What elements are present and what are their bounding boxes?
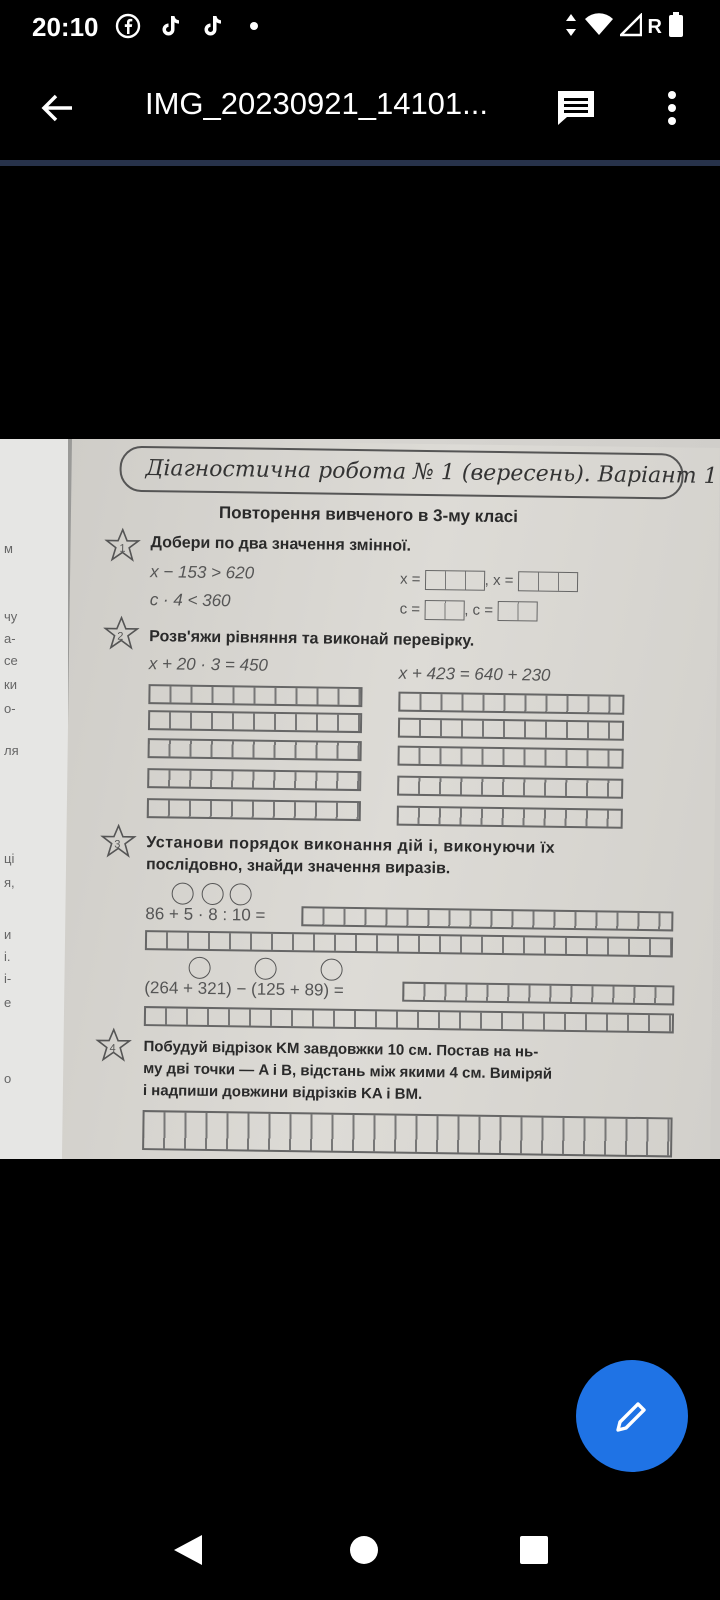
- task-2-equation-2: x + 423 = 640 + 230: [398, 663, 551, 685]
- left-fragment: и: [4, 927, 12, 942]
- worksheet-heading: Повторення вивченого в 3-му класі: [218, 503, 519, 527]
- edit-button[interactable]: [576, 1360, 688, 1472]
- order-circle: [188, 957, 210, 979]
- svg-text:2: 2: [117, 630, 124, 643]
- comment-icon: [555, 88, 597, 128]
- answer-grid-row: [301, 906, 673, 931]
- status-time: 20:10: [32, 12, 99, 42]
- task-4-text-line-3: і надпиши довжини відрізків KA і BM.: [142, 1082, 423, 1103]
- left-fragment: ці: [4, 851, 15, 866]
- left-fragment: і-: [4, 971, 12, 986]
- svg-text:4: 4: [109, 1042, 116, 1055]
- answer-grid-row: [397, 746, 623, 769]
- signal-icon: [620, 13, 642, 42]
- answer-grid-row: [402, 982, 674, 1006]
- answer-grid-row: [145, 930, 673, 957]
- dot-icon: [240, 12, 268, 40]
- image-title: IMG_20230921_14101...: [145, 86, 488, 121]
- wifi-icon: [584, 13, 614, 42]
- left-fragment: і.: [4, 949, 11, 964]
- order-circle: [254, 958, 276, 980]
- left-fragment: ля: [4, 743, 19, 758]
- answer-box: [424, 600, 464, 621]
- more-options-button[interactable]: [644, 80, 700, 136]
- left-fragment: о-: [4, 701, 16, 716]
- star-icon: [103, 615, 139, 651]
- facebook-icon: [114, 12, 142, 40]
- answer-grid-row: [398, 718, 624, 741]
- task-3-expr-2: (264 + 321) − (125 + 89) =: [144, 978, 344, 1000]
- answer-box: [497, 601, 537, 622]
- answer-grid-row: [148, 738, 362, 761]
- answer-grid-row: [147, 768, 361, 791]
- answer-label: c =: [399, 600, 421, 618]
- roaming-indicator: R: [647, 16, 662, 38]
- star-icon: [104, 527, 140, 563]
- status-bar: [0, 0, 720, 56]
- order-circle: [320, 959, 342, 981]
- answer-grid-row: [148, 710, 362, 733]
- tiktok-icon: [198, 12, 226, 40]
- answer-grid-row: [397, 806, 623, 829]
- nav-home-button[interactable]: [344, 1530, 384, 1570]
- circle-home-icon: [349, 1535, 379, 1565]
- task-1-answers-row-2: c = , c =: [400, 600, 538, 622]
- order-circle: [172, 882, 194, 904]
- arrow-left-icon: [40, 90, 76, 126]
- navigation-bar: [0, 1500, 720, 1600]
- task-3-text-line-2: послідовно, знайди значення виразів.: [145, 856, 451, 878]
- answer-grid-row: [144, 1006, 674, 1033]
- answer-grid-area: [142, 1110, 673, 1157]
- system-icons: [564, 12, 684, 43]
- answer-label: x =: [399, 570, 421, 588]
- pencil-icon: [612, 1396, 652, 1436]
- task-1-expr-1: x − 153 > 620: [150, 562, 255, 583]
- battery-icon: [668, 12, 684, 43]
- photo-viewer[interactable]: [0, 439, 720, 1159]
- answer-box: [517, 571, 577, 592]
- banner-text: Діагностична робота № 1 (вересень). Варіант 1: [145, 456, 718, 490]
- textbook-page: [62, 439, 720, 1159]
- left-fragment: о: [4, 1071, 12, 1086]
- answer-grid-row: [147, 798, 361, 821]
- answer-grid-row: [398, 692, 624, 715]
- left-fragment: а-: [4, 631, 16, 646]
- nav-recents-button[interactable]: [514, 1530, 554, 1570]
- nav-back-button[interactable]: [168, 1530, 208, 1570]
- answer-grid-row: [148, 684, 362, 707]
- square-recents-icon: [519, 1535, 549, 1565]
- answer-grid-row: [397, 776, 623, 799]
- star-icon: [95, 1027, 131, 1063]
- answer-box: [425, 570, 485, 591]
- task-1-text: Добери по два значення змінної.: [150, 534, 412, 555]
- task-3-text-line-1: Установи порядок виконання дій і, виконуючи їх: [146, 834, 556, 857]
- task-1-answers-row-1: x = , x =: [400, 570, 578, 592]
- worksheet-banner: [119, 446, 718, 500]
- tiktok-icon: [156, 12, 184, 40]
- left-fragment: ки: [4, 677, 17, 692]
- star-icon: [100, 823, 136, 859]
- task-4-text-line-2: му дві точки — A і B, відстань між якими 4 см. Виміряй: [143, 1060, 553, 1083]
- comments-button[interactable]: [548, 80, 604, 136]
- task-1-expr-2: c · 4 < 360: [149, 590, 231, 611]
- left-fragment: е: [4, 995, 12, 1010]
- notification-icons: [114, 12, 268, 40]
- back-button[interactable]: [30, 80, 86, 136]
- app-bar: [0, 56, 720, 160]
- left-page-edge: [0, 439, 72, 1159]
- answer-label: c =: [472, 601, 494, 619]
- answer-label: x =: [492, 571, 514, 590]
- task-2-equation-1: x + 20 · 3 = 450: [148, 654, 269, 675]
- order-circle: [202, 883, 224, 905]
- task-3-expr-1: 86 + 5 · 8 : 10 =: [145, 904, 266, 925]
- svg-text:3: 3: [114, 838, 121, 851]
- task-4-text-line-1: Побудуй відрізок KM завдовжки 10 см. Постав на нь-: [143, 1038, 539, 1061]
- left-fragment: се: [4, 653, 18, 668]
- app-bar-divider: [0, 160, 720, 166]
- triangle-back-icon: [172, 1533, 204, 1567]
- left-fragment: м: [4, 541, 13, 556]
- left-fragment: чу: [4, 609, 18, 624]
- more-vert-icon: [666, 90, 678, 126]
- data-arrows-icon: [564, 13, 578, 42]
- left-fragment: я,: [4, 875, 15, 890]
- svg-text:1: 1: [119, 542, 126, 555]
- order-circle: [230, 883, 252, 905]
- task-2-text: Розв'яжи рівняння та виконай перевірку.: [149, 628, 475, 650]
